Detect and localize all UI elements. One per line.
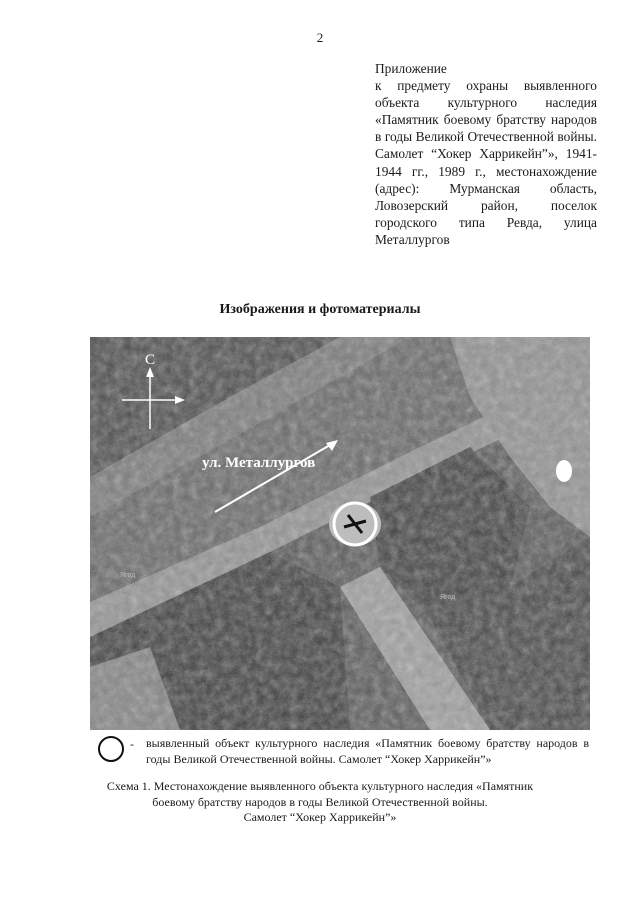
- map-faint-label-center: Ягод: [440, 594, 456, 601]
- map-faint-label-left: Ягод: [120, 572, 136, 579]
- aerial-photo: [90, 337, 590, 730]
- appendix-body: к предмету охраны выявленного объекта культурного наследия «Памятник боевому братству народов в годы Великой Отечественной войны. Самолет “Хокер Харрикейн”», 1941-1944 гг., 1989 г., местонахождение (адрес): Мурманская область, Ловозерский район, поселок городского типа Ревда, улица Металлургов: [375, 78, 597, 247]
- legend-text: выявленный объект культурного наследия «Памятник боевому братству народов в годы Великой Отечественной войны. Самолет “Хокер Харрикейн”»: [146, 736, 589, 766]
- legend-circle-icon: [98, 736, 124, 762]
- caption-line-2: боевому братству народов в годы Великой Отечественной войны.: [152, 794, 488, 809]
- appendix-block: [375, 60, 597, 248]
- section-heading: Изображения и фотоматериалы: [219, 302, 421, 317]
- caption-line-1: Схема 1. Местонахождение выявленного объекта культурного наследия «Памятник: [106, 779, 534, 793]
- legend-dash: -: [130, 737, 134, 751]
- aerial-map: [90, 337, 590, 730]
- page-number: 2: [316, 30, 324, 45]
- figure-caption: [0, 779, 640, 826]
- street-label: ул. Металлургов: [202, 455, 316, 471]
- caption-line-3: Самолет “Хокер Харрикейн”»: [243, 810, 397, 824]
- appendix-title: Приложение: [375, 61, 447, 76]
- white-object: [556, 460, 572, 482]
- north-label: С: [145, 352, 156, 368]
